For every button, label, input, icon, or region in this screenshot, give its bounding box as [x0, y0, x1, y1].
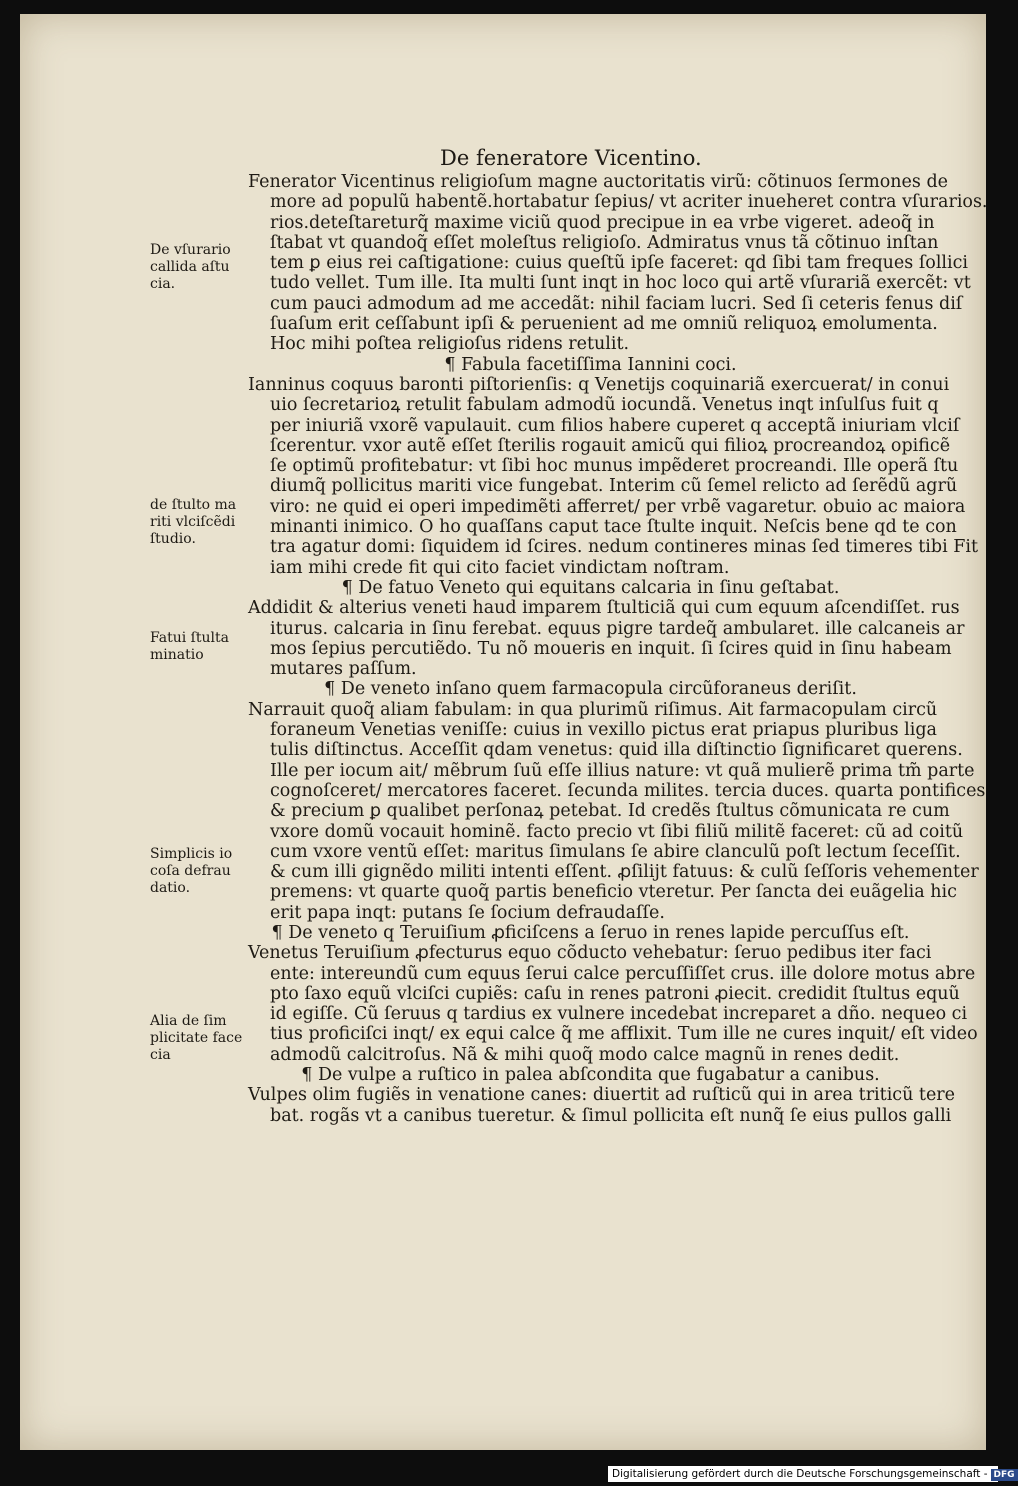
- text-line: bat. rogãs vt a canibus tueretur. & ſimul pollicita eſt nunq̃ ſe eius pullos galli: [270, 1105, 952, 1126]
- text-line: ſe optimũ profitebatur: vt ſibi hoc munus impẽderet procreandi. Ille operã ſtu: [270, 456, 959, 477]
- dfg-logo: DFG: [991, 1469, 1018, 1481]
- text-line: more ad populũ habentẽ.hortabatur ſepius/ vt acriter inueheret contra vſurarios.: [270, 192, 988, 213]
- text-line: minanti inimico. O ho quaſſans caput tace ſtulte inquit. Neſcis bene qd te con: [270, 517, 957, 538]
- margin-note-line: de ſtulto ma: [150, 497, 237, 513]
- text-line: iam mihi crede fit qui cito faciet vindictam noſtram.: [270, 557, 730, 578]
- section-heading: ¶ De veneto inſano quem farmacopula circũforaneus deriſit.: [324, 679, 857, 700]
- text-line: erit papa inqt: putans ſe ſocium defraudaſſe.: [270, 902, 665, 923]
- margin-note-line: cia.: [150, 276, 176, 292]
- text-line: ſuaſum erit ceſſabunt ipſi & peruenient ad me omniũ reliquoꝝ emolumenta.: [270, 314, 938, 335]
- margin-note-line: Fatui ſtulta: [150, 630, 229, 646]
- page-title: De feneratore Vicentino.: [440, 146, 702, 170]
- text-line: tra agatur domi: ſiquidem id ſcires. nedum contineres minas ſed timeres tibi Fit: [270, 537, 979, 558]
- text-line: ſcerentur. vxor autẽ eſſet ſterilis rogauit amicũ qui filioꝝ procreandoꝝ opificẽ: [270, 435, 951, 456]
- section-heading: ¶ Fabula facetiſſima Iannini coci.: [444, 354, 737, 375]
- text-line: Addidit & alterius veneti haud imparem ſtulticiã qui cum equum aſcendiſſet. rus: [248, 598, 960, 619]
- section-heading: ¶ De fatuo Veneto qui equitans calcaria in ſinu geſtabat.: [341, 577, 840, 598]
- text-line: iturus. calcaria in ſinu ferebat. equus pigre tardeq̃ ambularet. ille calcaneis ar: [270, 618, 965, 639]
- margin-note-line: Alia de ſim: [150, 1013, 227, 1029]
- margin-note: [150, 1013, 250, 1064]
- margin-note-line: cia: [150, 1047, 171, 1063]
- margin-note-line: ſtudio.: [150, 531, 196, 547]
- text-line: Hoc mihi poſtea religioſus ridens retulit.: [270, 334, 630, 355]
- margin-note: [150, 630, 250, 664]
- text-line: Vulpes olim fugiẽs in venatione canes: diuertit ad ruſticũ qui in area triticũ tere: [248, 1085, 956, 1106]
- section-heading: ¶ De vulpe a ruſtico in palea abſcondita que fugabatur a canibus.: [301, 1065, 880, 1086]
- text-line: mos ſepius percutiẽdo. Tu nõ moueris en inquit. ſi ſcires quid in ſinu habeam: [270, 638, 952, 659]
- text-line: cum vxore ventũ eſſet: maritus ſimulans ſe abire clanculũ poſt lectum ſeceſſit.: [270, 841, 961, 862]
- text-line: foraneum Venetias veniſſe: cuius in vexillo pictus erat priapus pluribus liga: [270, 720, 937, 741]
- margin-note-line: callida aſtu: [150, 259, 230, 275]
- main-text-block: [248, 172, 988, 1126]
- text-line: & cum illi gignẽdo militi intenti eſſent. ꝓſilijt fatuus: & culũ ſeſſoris vehementer: [270, 862, 979, 883]
- text-line: vxore domũ vocauit hominẽ. facto precio vt ſibi filiũ militẽ faceret: cũ ad coitũ: [270, 821, 964, 842]
- text-line: tius proficiſci inqt/ ex equi calce q̃ me afflixit. Tum ille ne cures inquit/ eſt video: [270, 1024, 978, 1045]
- margin-note-line: De vſurario: [150, 242, 231, 258]
- section-heading: ¶ De veneto q Teruiſium ꝓficiſcens a ſeruo in renes lapide percuſſus eſt.: [271, 922, 910, 943]
- text-line: cum pauci admodum ad me accedãt: nihil faciam lucri. Sed ſi ceteris fenus diſ: [270, 293, 963, 314]
- margin-note-line: Simplicis io: [150, 846, 233, 862]
- text-line: pto ſaxo equũ vlciſci cupiẽs: caſu in renes patroni ꝓiecit. credidit ſtultus equũ: [270, 983, 960, 1004]
- text-line: tem ꝑ eius rei caſtigatione: cuius queſtũ ipſe faceret: qd ſibi tam freques ſollici: [270, 253, 969, 274]
- text-line: cognoſceret/ mercatores faceret. ſecunda milites. tercia duces. quarta pontifices: [270, 780, 986, 801]
- margin-note-line: riti vlciſcẽdi: [150, 514, 236, 530]
- margin-note: [150, 846, 250, 897]
- text-line: admodũ calcitroſus. Nã & mihi quoq̃ modo calce magnũ in renes dedit.: [270, 1044, 900, 1065]
- margin-note-line: datio.: [150, 880, 191, 896]
- text-line: rios.deteſtareturq̃ maxime viciũ quod precipue in ea vrbe vigeret. adeoq̃ in: [270, 212, 935, 233]
- footer-text: Digitalisierung gefördert durch die Deutsche Forschungsgemeinschaft -: [612, 1468, 988, 1480]
- text-line: Fenerator Vicentinus religioſum magne auctoritatis virũ: cõtinuos ſermones de: [248, 172, 949, 192]
- margin-note-line: minatio: [150, 647, 204, 663]
- text-line: Ille per iocum ait/ mẽbrum ſuũ eſſe illius nature: vt quã mulierẽ prima tm̃ parte: [270, 760, 975, 781]
- margin-note-line: coſa defrau: [150, 863, 231, 879]
- text-line: per iniuriã vxorẽ vapulauit. cum filios habere cuperet q acceptã iniuriam vlciſ: [270, 415, 960, 436]
- text-line: Narrauit quoq̃ aliam fabulam: in qua plurimũ riſimus. Ait farmacopulam circũ: [248, 699, 938, 720]
- text-line: Venetus Teruiſium ꝓfecturus equo cõducto vehebatur: ſeruo pedibus iter faci: [248, 943, 932, 964]
- margin-note-line: plicitate face: [150, 1030, 243, 1046]
- text-line: uio ſecretarioꝝ retulit fabulam admodũ iocundã. Venetus inqt inſulſus fuit q: [270, 395, 939, 416]
- margin-note: [150, 497, 250, 548]
- text-line: id egiſſe. Cũ ſeruus q tardius ex vulnere incedebat increparet a dño. nequeo ci: [270, 1004, 968, 1025]
- text-line: tulis diſtinctus. Acceſſit qdam venetus: quid illa diſtinctio ſignificaret querens.: [270, 740, 963, 761]
- text-line: premens: vt quarte quoq̃ partis beneficio vteretur. Per ſancta dei euãgelia hic: [270, 882, 957, 903]
- text-line: tudo vellet. Tum ille. Ita multi ſunt inqt in hoc loco qui artẽ vſurariã exercẽt: vt: [270, 273, 971, 294]
- text-line: mutares paſſum.: [270, 659, 417, 680]
- text-line: ſtabat vt quandoq̃ eſſet moleſtus religioſo. Admiratus vnus tã cõtinuo inſtan: [270, 232, 939, 253]
- text-line: Ianninus coquus baronti piſtorienſis: q Venetijs coquinariã exercuerat/ in conui: [248, 374, 950, 395]
- text-line: & precium ꝑ qualibet perſonaꝝ petebat. Id credẽs ſtultus cõmunicata re cum: [270, 801, 950, 822]
- text-line: ente: intereundũ cum equus ſerui calce percuſſiſſet crus. ille dolore motus abre: [270, 963, 976, 984]
- text-line: viro: ne quid ei operi impedimẽti afferret/ per vrbẽ vagaretur. obuio ac maiora: [270, 496, 966, 517]
- text-line: diumq̃ pollicitus mariti vice fungebat. Interim cũ ſemel relicto ad ſerẽdũ agrũ: [270, 476, 958, 497]
- footer-credit: [608, 1466, 1015, 1482]
- margin-note: [150, 242, 250, 293]
